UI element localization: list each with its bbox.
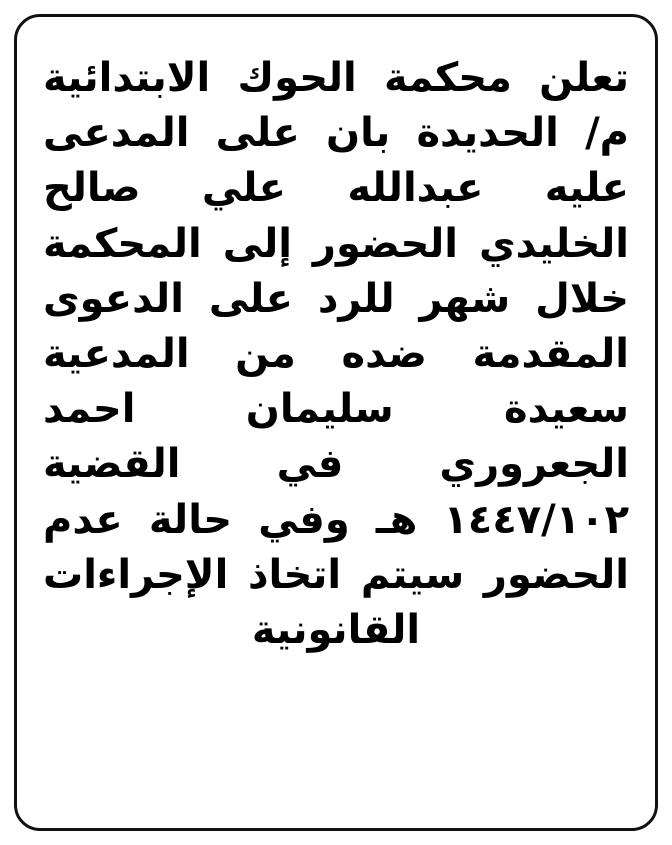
notice-body-text — [43, 51, 629, 658]
notice-card — [14, 14, 658, 831]
notice-last-word: القانونية — [251, 606, 421, 653]
notice-main-text: تعلن محكمة الحوك الابتدائية م/ الحديدة بان على المدعى عليه عبدالله علي صالح الخليدي الحضور إلى المحكمة خلال شهر للرد على الدعوى المقدمة ضده من المدعية سعيدة سليمان احمد الجعروري في القضية ١٤٤٧/١٠٢ هـ وفي حالة عدم الحضور سيتم اتخاذ الإجراءات — [43, 55, 629, 598]
